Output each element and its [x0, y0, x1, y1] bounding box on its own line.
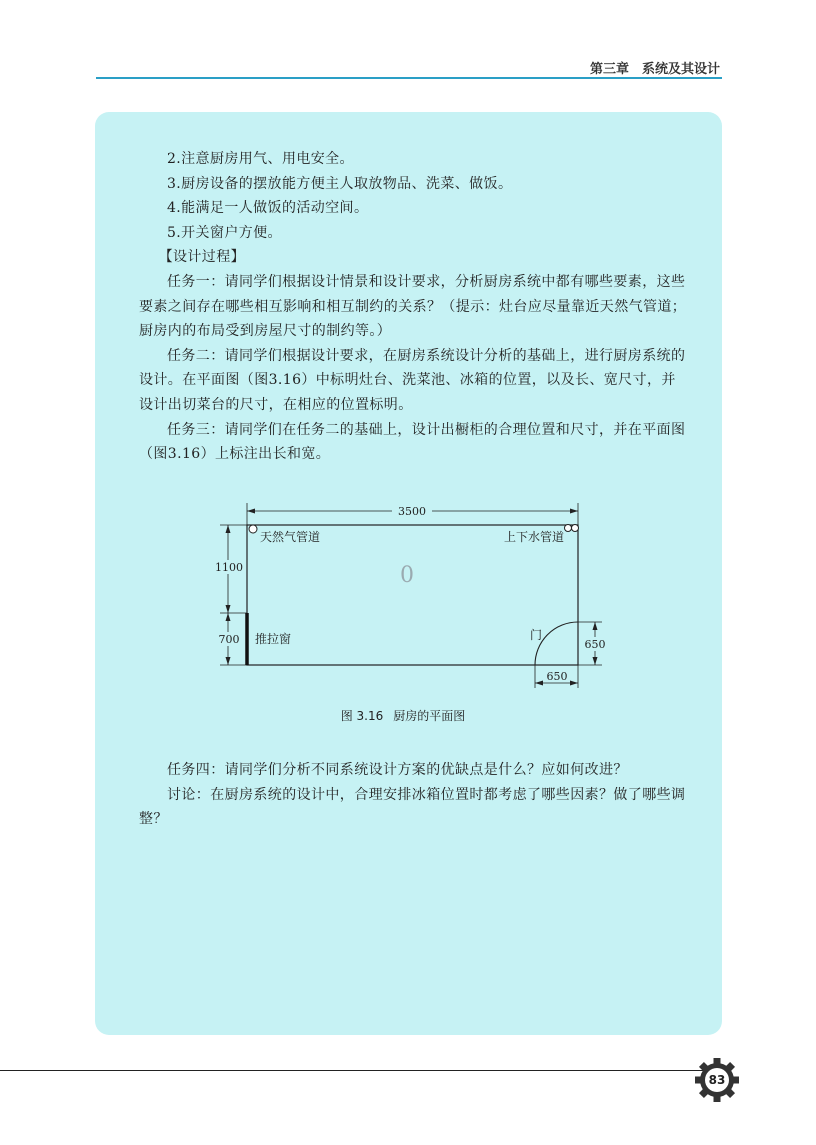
dim-left-arrow-2	[226, 605, 231, 613]
stray-mark: 0	[400, 563, 414, 588]
gas-pipe-label: 天然气管道	[260, 530, 321, 544]
dim-right-label: 650	[584, 638, 606, 651]
dim-bottom-arrow-right	[570, 681, 578, 686]
figure-caption	[0, 707, 816, 724]
task-3: 任务三：请同学们在任务二的基础上，设计出橱柜的合理位置和尺寸，并在平面图（图3.16）上标注出长和宽。	[139, 421, 686, 463]
header-rule	[96, 77, 722, 79]
discussion: 讨论：在厨房系统的设计中，合理安排冰箱位置时都考虑了哪些因素？做了哪些调整？	[139, 786, 686, 828]
dim-right-arrow-bottom	[593, 657, 598, 665]
page-number: 83	[708, 1073, 726, 1087]
water-pipe-label: 上下水管道	[503, 530, 564, 544]
dim-top-arrow-right	[570, 509, 578, 514]
footer-rule	[0, 1070, 704, 1071]
dim-left-arrow-1	[226, 525, 231, 533]
gas-pipe-icon	[249, 525, 257, 533]
figure-caption-text: 厨房的平面图	[393, 709, 466, 723]
room-outline	[247, 525, 578, 665]
dim-bottom-arrow-left	[535, 681, 543, 686]
dim-right-arrow-top	[593, 622, 598, 630]
water-pipe-icon-2	[572, 525, 579, 532]
body-text-top	[139, 147, 689, 467]
dim-top-arrow-left	[247, 509, 255, 514]
dim-left-upper-label: 1100	[215, 561, 243, 574]
body-text-bottom	[139, 758, 689, 832]
requirement-3: 3.厨房设备的摆放能方便主人取放物品、洗菜、做饭。	[167, 175, 513, 192]
chapter-header: 第三章 系统及其设计	[589, 62, 720, 77]
dim-left-arrow-3	[226, 613, 231, 621]
requirement-2: 2.注意厨房用气、用电安全。	[167, 151, 354, 167]
dim-bottom-label: 650	[546, 670, 568, 683]
door-label: 门	[529, 628, 542, 642]
kitchen-floor-plan	[200, 498, 620, 698]
section-heading: 【设计过程】	[158, 249, 245, 266]
figure-caption-number: 图 3.16	[340, 709, 384, 723]
requirement-5: 5.开关窗户方便。	[167, 224, 282, 241]
water-pipe-icon-1	[565, 525, 572, 532]
task-2: 任务二：请同学们根据设计要求，在厨房系统设计分析的基础上，进行厨房系统的设计。在平面图（图3.16）中标明灶台、洗菜池、冰箱的位置，以及长、宽尺寸，并设计出切菜台的尺寸，在相应的位置标明。	[139, 347, 686, 413]
requirement-4: 4.能满足一人做饭的活动空间。	[167, 200, 369, 217]
window-label: 推拉窗	[255, 632, 292, 646]
task-1: 任务一：请同学们根据设计情景和设计要求，分析厨房系统中都有哪些要素，这些要素之间存在哪些相互影响和相互制约的关系？（提示：灶台应尽量靠近天然气管道；厨房内的布局受到房屋尺寸的制约等。）	[139, 273, 687, 340]
dim-left-lower-label: 700	[218, 633, 240, 646]
task-4: 任务四：请同学们分析不同系统设计方案的优缺点是什么？应如何改进？	[167, 762, 628, 778]
dim-top-label: 3500	[398, 505, 426, 518]
dim-left-arrow-4	[226, 657, 231, 665]
